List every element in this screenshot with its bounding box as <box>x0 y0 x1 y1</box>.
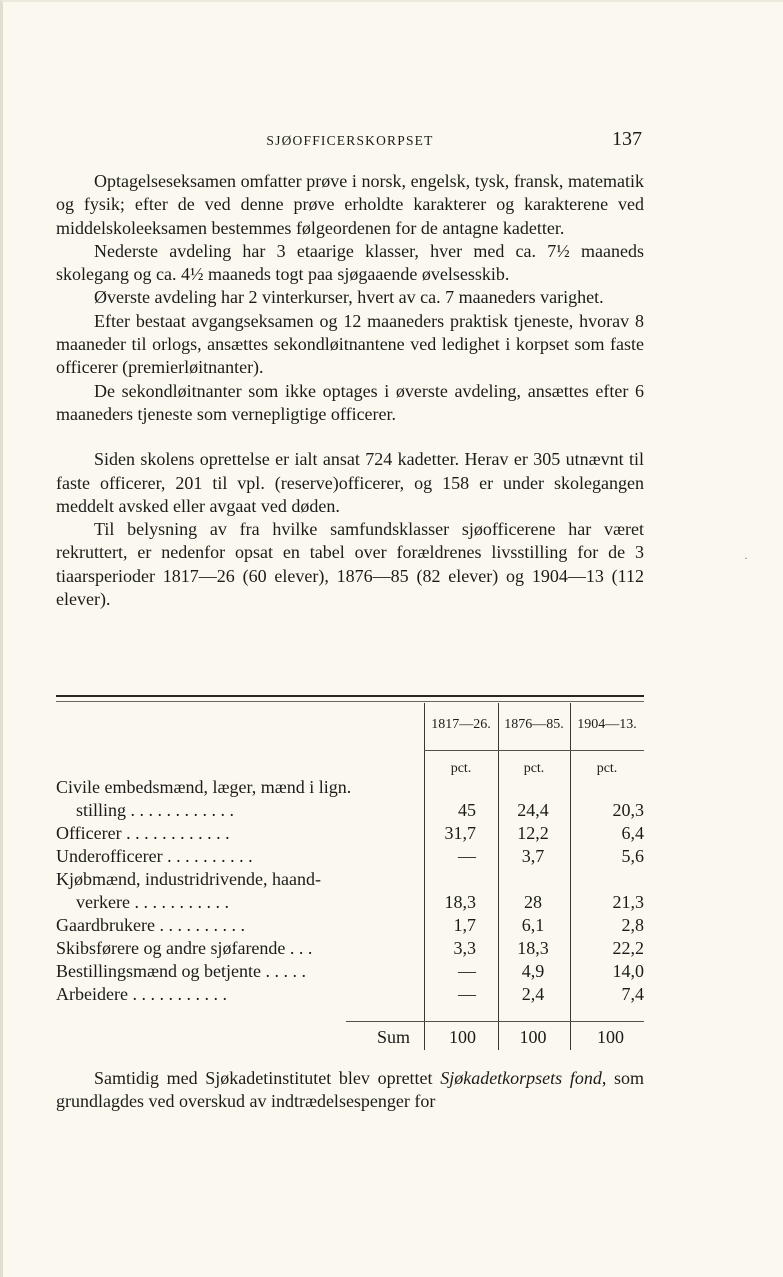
paragraph-table-intro: Til belysning av fra hvilke samfundsklasser sjøofficerene har været rekruttert, er nedenfor opsat en tabel over forældrenes livsstilling for de 3 tiaarsperioder 1817—26 (60 elever), 1876—85 (82 elever) og 1904—13 (112 elever). <box>56 519 644 610</box>
column-header-1876: 1876—85. <box>504 717 564 732</box>
table-top-rule-thin <box>56 701 644 702</box>
value-1904: 14,0 <box>612 961 644 981</box>
table-row <box>56 868 644 891</box>
table-row <box>56 891 644 914</box>
value-1817: — <box>458 984 476 1004</box>
value-1817: 3,3 <box>453 938 476 958</box>
value-1904: 21,3 <box>612 892 644 912</box>
value-1904: 5,6 <box>621 846 644 866</box>
value-1817: 31,7 <box>444 823 476 843</box>
table-row <box>56 914 644 937</box>
table-row <box>56 845 644 868</box>
closing-text-after: , som grundlagdes ved overskud av indtrædelsespenger for <box>56 1068 644 1112</box>
value-1904: 2,8 <box>621 915 644 935</box>
sum-1817: 100 <box>449 1027 476 1047</box>
table-row <box>56 799 644 822</box>
value-1817: — <box>458 846 476 866</box>
unit-label: pct. <box>450 761 472 776</box>
value-1817: 18,3 <box>444 892 476 912</box>
stray-mark: · <box>744 551 748 565</box>
unit-label: pct. <box>523 761 545 776</box>
column-header-1817: 1817—26. <box>431 717 491 732</box>
row-label: Bestillingsmænd og betjente . . . . . <box>56 961 306 981</box>
occupation-table <box>56 703 644 1053</box>
unit-label: pct. <box>596 761 618 776</box>
page-number: 137 <box>612 128 642 150</box>
closing-text-before: Samtidig med Sjøkadetinstitutet blev oprettet <box>94 1068 441 1088</box>
row-label: Arbeidere . . . . . . . . . . . <box>56 984 227 1004</box>
row-label: Kjøbmænd, industridrivende, haand- <box>56 869 321 889</box>
body-text <box>56 170 644 611</box>
value-1876: 28 <box>524 892 542 912</box>
value-1904: 22,2 <box>612 938 644 958</box>
header-rule <box>424 750 644 751</box>
value-1904: 6,4 <box>621 823 644 843</box>
sum-1904: 100 <box>597 1027 624 1047</box>
paragraph-exam: Optagelseseksamen omfatter prøve i norsk, engelsk, tysk, fransk, matematik og fysik; efter de ved denne prøve erholdte karakterer og karakterene ved middelskoleeksamen bestemmes følgeordenen for de antagne kadetter. <box>56 171 644 238</box>
row-label: Skibsførere og andre sjøfarende . . . <box>56 938 313 958</box>
table-row <box>56 960 644 983</box>
paragraph-sub-lieutenants: De sekondløitnanter som ikke optages i øverste avdeling, ansættes efter 6 maaneders tjeneste som vernepligtige officerer. <box>56 380 644 424</box>
paragraph-upper-division: Øverste avdeling har 2 vinterkurser, hvert av ca. 7 maaneders varighet. <box>94 287 604 308</box>
row-label: verkere . . . . . . . . . . . <box>76 892 229 912</box>
fund-name: Sjøkadetkorpsets fond <box>440 1068 602 1088</box>
paragraph-lower-division: Nederste avdeling har 3 etaarige klasser, hver med ca. 7½ maaneds skolegang og ca. 4½ maaneds togt paa sjøgaaende øvelsesskib. <box>56 240 644 285</box>
paragraph-cadet-statistics: Siden skolens oprettelse er ialt ansat 724 kadetter. Herav er 305 utnævnt til faste officerer, 201 til vpl. (reserve)officerer, og 158 er under skolegangen meddelt avsked eller avgaat ved døden. <box>56 449 644 516</box>
row-label: Civile embedsmænd, læger, mænd i lign. <box>56 777 352 797</box>
value-1817: — <box>458 961 476 981</box>
value-1876: 18,3 <box>517 938 549 958</box>
value-1904: 20,3 <box>612 800 644 820</box>
running-title: SJØOFFICERSKORPSET <box>266 133 434 148</box>
value-1876: 3,7 <box>521 846 545 866</box>
value-1904: 7,4 <box>621 984 644 1004</box>
table-row <box>56 983 644 1006</box>
value-1876: 6,1 <box>521 915 545 935</box>
row-label: Officerer . . . . . . . . . . . . <box>56 823 230 843</box>
table-row <box>56 822 644 845</box>
row-label: Underofficerer . . . . . . . . . . <box>56 846 253 866</box>
table-top-rule <box>56 695 644 697</box>
row-label: Gaardbrukere . . . . . . . . . . <box>56 915 245 935</box>
sum-1876: 100 <box>519 1027 547 1047</box>
value-1876: 12,2 <box>517 823 549 843</box>
table-row <box>56 937 644 960</box>
value-1817: 45 <box>458 800 476 820</box>
sum-row <box>56 1026 644 1049</box>
closing-paragraph <box>56 1067 644 1114</box>
value-1876: 4,9 <box>521 961 545 981</box>
paragraph-graduation: Efter bestaat avgangseksamen og 12 maaneders praktisk tjeneste, hvorav 8 maaneder til orlogs, ansættes sekondløitnantene ved ledighet i korpset som faste officerer (premierløitnanter). <box>56 310 644 378</box>
table-row <box>56 776 644 799</box>
value-1876: 24,4 <box>517 800 549 820</box>
sum-label: Sum <box>376 1027 410 1047</box>
page-header <box>56 130 644 156</box>
column-header-1904: 1904—13. <box>577 717 637 732</box>
row-label: stilling . . . . . . . . . . . . <box>76 800 235 820</box>
sum-rule <box>346 1021 644 1022</box>
value-1876: 2,4 <box>521 984 545 1004</box>
value-1817: 1,7 <box>453 915 476 935</box>
